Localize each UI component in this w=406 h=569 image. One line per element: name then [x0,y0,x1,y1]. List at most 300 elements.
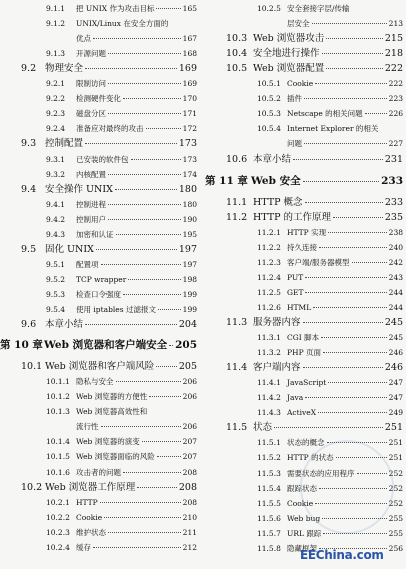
toc-entry-page: 251 [388,453,403,463]
toc-entry-title: Web 浏览器和客户端风险 [45,361,155,373]
toc-entry-page: 252 [388,498,403,508]
toc-entry-number: 11.2.3 [257,257,281,267]
toc-entry-page: 207 [182,437,197,447]
toc-leader-dots [149,396,181,397]
toc-entry-page: 199 [182,289,197,299]
toc-leader-dots [101,264,181,265]
toc-leader-dots [303,322,383,323]
toc-entry-number: 11.2 [226,211,248,223]
toc-entry-number: 11.5 [226,422,248,434]
toc-entry-number: 11.3.2 [257,348,281,358]
toc-leader-dots [123,472,181,473]
toc-entry-page: 233 [381,174,403,187]
toc-entry [0,2,197,15]
toc-leader-dots [108,113,181,114]
toc-entry [205,92,403,105]
toc-entry-number: 10.1.1 [46,377,70,387]
toc-entry [0,47,197,60]
toc-entry-title: 安全地进行操作 [253,48,320,60]
toc-entry-title: 层安全 [287,19,310,29]
toc-entry [0,318,197,331]
toc-entry-page: 246 [384,362,403,374]
toc-entry-page: 213 [388,19,403,29]
toc-leader-dots [108,83,181,84]
toc-entry-number: 10.2.1 [46,497,70,507]
toc-entry-title: 状态的概念 [287,438,325,448]
toc-entry [205,107,403,120]
toc-leader-dots [108,174,181,175]
toc-entry-number: 9.2.4 [46,124,66,134]
toc-entry [205,211,403,224]
toc-entry [0,360,197,373]
toc-entry-page: 227 [388,139,403,149]
toc-leader-dots [85,324,177,325]
toc-entry-title: Cookie [287,498,314,508]
toc-entry-page: 222 [384,63,403,75]
toc-leader-dots [323,352,387,353]
toc-entry [0,526,197,539]
toc-leader-dots [108,204,181,205]
toc-entry-page: 235 [384,211,403,223]
toc-leader-dots [304,143,387,144]
toc-entry-number: 11.5.8 [257,543,281,553]
toc-leader-dots [322,53,383,54]
toc-entry-title: 本章小结 [45,319,84,331]
toc-entry-number: 10.6 [226,153,248,165]
toc-entry-title: 使用 iptables 过滤报文 [76,305,156,314]
toc-entry-number: 9.5.2 [46,274,66,284]
toc-leader-dots [93,547,181,548]
toc-entry [0,511,197,524]
toc-entry-page: 251 [384,422,403,434]
toc-entry-page: 245 [384,317,403,328]
toc-entry-number: 11.5.4 [257,483,281,493]
toc-entry-number: 10.1.4 [46,437,70,447]
toc-entry-title: 检查口令强度 [76,289,121,299]
toc-entry-number: 10.5 [226,63,248,75]
toc-entry-title: PUT [287,272,304,282]
toc-entry [0,243,197,256]
toc-entry-title: Web bug [287,513,321,523]
toc-entry-page: 247 [388,393,403,403]
toc-leader-dots [312,23,387,24]
toc-entry-title: 限制访问 [76,79,106,89]
toc-entry [0,420,197,433]
toc-entry-number: 9.1.2 [46,19,66,29]
toc-entry-title: 内核配置 [76,169,106,179]
toc-entry-page: 167 [182,34,197,44]
toc-leader-dots [93,38,181,39]
toc-entry-page: 170 [182,94,197,104]
toc-entry-page: 174 [182,169,197,179]
toc-entry-title: 跟踪状态 [287,483,317,493]
toc-entry-number: 11.4.3 [257,408,281,418]
toc-entry-title: 检测硬件变化 [76,94,121,104]
toc-entry-number: 10.1.3 [46,407,70,417]
toc-leader-dots [131,159,181,160]
toc-entry-page: 255 [388,528,403,538]
toc-entry [205,256,403,269]
toc-entry-title: Web 浏览器和客户端安全 [44,339,168,352]
toc-entry-page: 165 [182,4,197,13]
toc-entry-title: 安全套接字层/传输 [287,4,350,13]
toc-entry [205,286,403,299]
toc-entry-title: 准备应对最终的攻击 [76,124,144,134]
toc-entry [0,107,197,120]
toc-entry-number: 9.3 [21,138,37,150]
toc-entry [205,346,403,359]
toc-leader-dots [319,247,387,248]
toc-leader-dots [96,249,177,250]
toc-chapter-entry [0,339,197,352]
toc-entry [0,32,197,45]
toc-entry-number: 10.2.2 [46,512,70,522]
toc-entry-page: 223 [388,94,403,104]
toc-entry [0,405,197,418]
toc-entry-title: 加密和认证 [76,229,114,239]
toc-entry-title: 优点 [76,34,91,44]
toc-entry-number: 10.1 [21,361,43,373]
toc-entry-page: 208 [182,467,197,477]
toc-entry-title: 控制配置 [45,138,84,150]
toc-entry-page: 256 [388,543,403,553]
toc-chapter-entry [205,175,403,188]
toc-entry-number: 11.2.1 [257,227,281,237]
toc-entry [0,92,197,105]
toc-entry-title: HTML [287,302,312,312]
toc-leader-dots [137,487,177,488]
toc-entry-page: 180 [178,183,197,195]
toc-leader-dots [333,217,383,218]
toc-entry-number: 11.5.2 [257,453,281,463]
toc-entry-page: 249 [388,408,403,418]
toc-entry [0,62,197,75]
toc-entry-title: Web 浏览器工作原理 [45,481,136,493]
toc-entry-number: 9.4 [21,183,37,195]
toc-entry [0,122,197,135]
toc-leader-dots [305,277,387,278]
toc-entry-title: TCP wrapper [76,274,127,284]
toc-entry-title: Cookie [287,79,314,89]
toc-entry-page: 206 [182,422,197,432]
toc-entry-page: 210 [182,512,197,522]
watermark-seal [300,440,394,534]
toc-entry-number: 9.4.1 [46,199,66,209]
toc-entry-number: 9.5.3 [46,289,66,299]
toc-leader-dots [104,517,181,518]
toc-entry-number: 11.4.2 [257,393,281,403]
toc-entry [0,77,197,90]
toc-entry-page: 211 [182,527,197,537]
toc-entry-number: 9.1.1 [46,4,66,13]
toc-entry-title: 固化 UNIX [45,243,94,255]
toc-entry-number: 10.5.2 [257,94,281,104]
toc-entry [0,168,197,181]
toc-entry-title: PHP 页面 [287,348,322,358]
toc-entry-number: 9.4.2 [46,214,66,224]
toc-entry-title: Web 浏览器配置 [253,63,325,75]
toc-entry [0,450,197,463]
toc-leader-dots [100,502,181,503]
toc-entry-title: ActiveX [287,408,317,418]
toc-leader-dots [274,427,383,428]
toc-entry-number: 11.5.3 [257,468,281,478]
toc-entry-page: 245 [388,333,403,343]
toc-entry [0,288,197,301]
toc-entry [0,273,197,286]
toc-leader-dots [305,202,383,203]
toc-leader-dots [156,366,177,367]
toc-entry-number: 9.1.3 [46,49,66,59]
toc-entry [0,303,197,316]
toc-entry-number: 11.5.5 [257,498,281,508]
toc-entry-page: 205 [175,339,197,352]
toc-entry [205,77,403,90]
toc-leader-dots [352,262,387,263]
toc-entry [205,406,403,419]
toc-leader-dots [85,143,177,144]
toc-entry-number: 9.5 [21,243,37,255]
toc-entry [205,421,403,434]
toc-entry-title: 需要状态的应用程序 [287,468,355,478]
toc-entry [0,390,197,403]
toc-entry-page: 240 [388,242,403,252]
toc-entry-title: 把 UNIX 作为攻击目标 [76,4,155,13]
toc-entry-number: 9.2.3 [46,109,66,119]
toc-entry-number: 10.1.5 [46,452,70,462]
toc-entry-title: Netscape 的相关问题 [287,109,363,119]
toc-entry-title: UNIX/Linux 在安全方面的 [76,19,169,29]
toc-entry-title: 维护状态 [76,527,106,537]
toc-entry-number: 9.3.1 [46,154,66,164]
toc-entry-title: 持久连接 [287,242,317,252]
toc-entry-page: 222 [388,79,403,89]
toc-entry-title: 服务器内容 [253,317,301,328]
toc-entry-title: JavaScript [287,378,327,388]
toc-leader-dots [108,53,181,54]
toc-entry-number: 11.2.5 [257,287,281,297]
toc-entry-title: CGI 脚本 [287,333,320,343]
toc-entry-title: Web 浏览器面临的风险 [76,452,155,462]
toc-entry [205,376,403,389]
toc-entry-page: 247 [388,378,403,388]
toc-entry-number: 11.5.1 [257,438,281,448]
toc-leader-dots [326,38,383,39]
toc-entry-title: 安全操作 UNIX [45,183,113,195]
toc-entry-number: 11.3.1 [257,333,281,343]
toc-entry-title: Web 浏览器攻击 [253,33,325,45]
toc-entry-number: 10.3 [226,33,248,45]
toc-entry-number: 9.6 [21,319,37,331]
toc-leader-dots [303,181,379,182]
toc-entry-number: 10.2.5 [257,4,281,13]
toc-entry-title: Internet Explorer 的相关 [287,124,379,134]
toc-entry-title: 隐私与安全 [76,377,114,387]
toc-entry [205,316,403,329]
toc-leader-dots [123,98,181,99]
toc-leader-dots [304,98,387,99]
toc-entry-page: 168 [182,49,197,59]
toc-entry-page: 206 [182,377,197,387]
toc-entry-page: 251 [388,438,403,448]
toc-entry-number: 11.5.7 [257,528,281,538]
toc-leader-dots [313,307,387,308]
toc-entry-title: 控制用户 [76,214,106,224]
toc-entry [205,17,403,30]
toc-entry-title: 缓存 [76,542,91,552]
toc-entry [205,2,403,15]
toc-leader-dots [85,68,177,69]
toc-leader-dots [158,309,181,310]
toc-entry-page: 199 [182,305,197,314]
toc-entry-page: 212 [182,542,197,552]
toc-entry-page: 238 [388,227,403,237]
toc-entry-number: 9.3.2 [46,169,66,179]
toc-entry-page: 205 [178,361,197,373]
toc-entry-title: Cookie [76,512,103,522]
toc-entry-title: HTTP [76,497,98,507]
toc-leader-dots [321,337,387,338]
toc-entry-number: 9.5.4 [46,305,66,314]
toc-entry [205,122,403,135]
toc-entry-page: 206 [182,392,197,402]
toc-entry [0,258,197,271]
toc-entry-number: 9.4.3 [46,229,66,239]
toc-entry [205,137,403,150]
toc-entry-number: 第 10 章 [0,339,43,352]
toc-leader-dots [293,159,383,160]
toc-entry-number: 10.2.3 [46,527,70,537]
toc-entry-number: 10.5.1 [257,79,281,89]
toc-leader-dots [123,294,181,295]
toc-entry-page: 169 [178,63,197,75]
toc-entry-page: 243 [388,272,403,282]
toc-entry-title: HTTP 实现 [287,227,327,237]
toc-entry-title: 物理安全 [45,63,84,75]
toc-entry [205,196,403,209]
toc-leader-dots [101,426,181,427]
toc-entry [205,153,403,166]
toc-entry-number: 10.1.6 [46,467,70,477]
toc-entry [0,198,197,211]
toc-entry [0,183,197,196]
toc-entry-number: 11.4 [226,362,248,374]
toc-leader-dots [328,232,387,233]
toc-entry-title: Web 浏览器的方便性 [76,392,148,402]
toc-entry-title: 配置项 [76,259,99,269]
toc-entry-title: 攻击者的问题 [76,467,121,477]
toc-entry-title: 状态 [253,422,273,434]
toc-leader-dots [156,8,181,9]
toc-entry [205,301,403,314]
toc-leader-dots [305,397,387,398]
toc-entry-title: 客户端内容 [253,362,301,374]
toc-leader-dots [318,412,387,413]
toc-leader-dots [365,113,387,114]
toc-entry-title: 已安装的软件包 [76,154,129,164]
toc-leader-dots [315,83,387,84]
toc-entry [0,481,197,494]
toc-entry-title: Web 浏览器高效性和 [76,407,148,417]
toc-leader-dots [157,456,181,457]
toc-entry-number: 11.2.6 [257,302,281,312]
toc-leader-dots [108,219,181,220]
toc-entry [0,496,197,509]
toc-entry [0,541,197,554]
toc-leader-dots [116,381,181,382]
toc-entry-title: Web 浏览器的演变 [76,437,140,447]
toc-entry-page: 169 [182,79,197,89]
toc-entry-page: 173 [178,138,197,150]
toc-entry-number: 第 11 章 [205,174,248,187]
toc-entry-title: URL 跟踪 [287,528,322,538]
toc-leader-dots [328,382,387,383]
toc-entry-number: 9.5.1 [46,259,66,269]
toc-entry [0,153,197,166]
toc-entry-title: 本章小结 [253,153,292,165]
toc-entry-page: 197 [178,243,197,255]
toc-entry-page: 190 [182,214,197,224]
toc-entry-page: 252 [388,483,403,493]
toc-leader-dots [326,68,383,69]
toc-leader-dots [146,128,181,129]
toc-leader-dots [115,189,177,190]
toc-entry-number: 10.5.4 [257,124,281,134]
watermark-logo [300,548,400,566]
toc-entry-title: 控制进程 [76,199,106,209]
toc-entry [205,62,403,75]
toc-entry-page: 204 [178,319,197,331]
toc-entry [205,391,403,404]
toc-entry-title: Web 安全 [251,174,301,187]
toc-entry [0,375,197,388]
toc-entry-title: HTTP 的工作原理 [253,211,332,223]
toc-entry-number: 11.1 [226,196,248,208]
toc-entry-title: 开源问题 [76,49,106,59]
toc-entry-page: 207 [182,452,197,462]
toc-entry-title: GET [287,287,304,297]
toc-entry-title: 磁盘分区 [76,109,106,119]
toc-entry-page: 255 [388,513,403,523]
toc-entry-page: 172 [182,124,197,134]
toc-entry-page: 226 [388,109,403,119]
toc-entry-page: 208 [178,481,197,493]
toc-entry [205,361,403,374]
toc-entry [205,226,403,239]
toc-entry-number: 9.2 [21,63,37,75]
toc-entry-page: 180 [182,199,197,209]
toc-entry-title: 流行性 [76,422,99,432]
toc-entry-title: HTTP 的状态 [287,453,334,463]
toc-entry [0,228,197,241]
toc-entry [205,32,403,45]
toc-entry-number: 11.5.6 [257,513,281,523]
toc-leader-dots [108,532,181,533]
toc-entry-page: 171 [182,109,197,119]
toc-entry-number: 10.2 [21,481,43,493]
toc-entry-title: Java [287,393,304,403]
toc-leader-dots [142,441,181,442]
toc-entry-title: 客户端/服务器模型 [287,257,350,267]
toc-entry-number: 11.4.1 [257,378,281,388]
toc-entry-number: 10.2.4 [46,542,70,552]
toc-entry-page: 218 [384,48,403,60]
toc-entry [205,47,403,60]
toc-entry-title: 问题 [287,139,302,149]
toc-entry-page: 244 [388,302,403,312]
toc-entry-number: 10.5.3 [257,109,281,119]
toc-entry-page: 233 [384,196,403,208]
